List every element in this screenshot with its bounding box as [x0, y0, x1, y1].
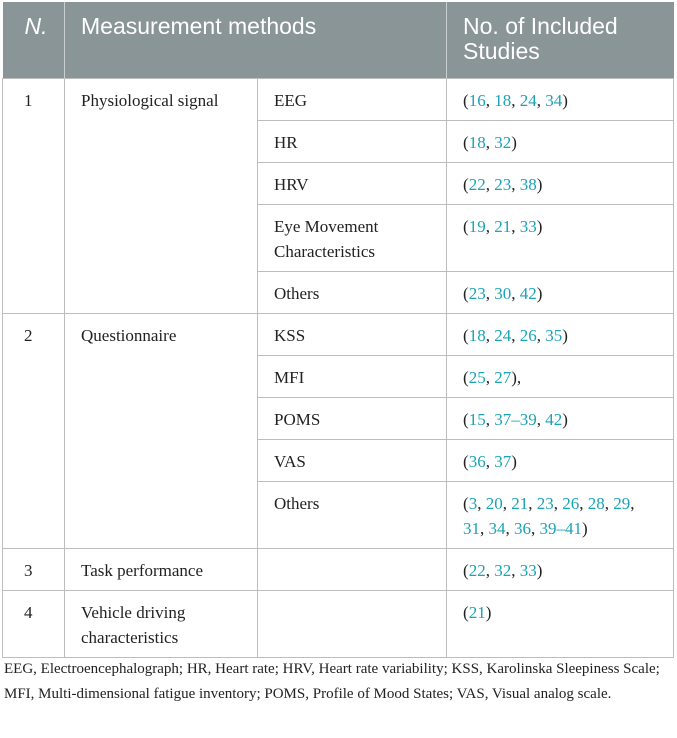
measurement-submethod-cell: Eye Movement Characteristics — [258, 204, 447, 271]
table-row — [3, 78, 674, 120]
measurement-methods-table-container — [2, 2, 673, 658]
reference-punctuation: ( — [463, 325, 469, 345]
reference-punctuation: ( — [463, 602, 469, 622]
measurement-submethod-cell: POMS — [258, 397, 447, 439]
reference-punctuation: ) — [511, 451, 517, 471]
reference-link[interactable]: 24 — [519, 90, 537, 110]
measurement-submethod-cell: MFI — [258, 355, 447, 397]
reference-punctuation: ( — [463, 283, 469, 303]
reference-punctuation: ( — [463, 493, 469, 513]
table-row — [3, 481, 674, 548]
table-row — [3, 439, 674, 481]
reference-link[interactable]: 24 — [494, 325, 512, 345]
reference-punctuation: , — [485, 174, 495, 194]
included-studies-cell — [447, 481, 674, 548]
measurement-category-cell — [65, 397, 258, 439]
reference-link[interactable]: 15 — [468, 409, 486, 429]
row-number-cell — [3, 355, 65, 397]
reference-link[interactable]: 42 — [545, 409, 563, 429]
reference-link[interactable]: 36 — [514, 518, 532, 538]
included-studies-cell — [447, 162, 674, 204]
reference-punctuation: , — [511, 560, 520, 580]
included-studies-cell — [447, 271, 674, 313]
reference-punctuation: ) — [536, 216, 543, 236]
reference-punctuation: , — [536, 90, 546, 110]
reference-punctuation: , — [511, 216, 520, 236]
included-studies-cell — [447, 548, 674, 590]
reference-punctuation: , — [511, 325, 520, 345]
reference-punctuation: , — [604, 493, 614, 513]
measurement-methods-table — [2, 2, 674, 658]
reference-punctuation: , — [528, 493, 537, 513]
included-studies-cell — [447, 204, 674, 271]
header-row — [3, 2, 674, 78]
reference-link[interactable]: 34 — [545, 90, 563, 110]
reference-link[interactable]: 21 — [511, 493, 529, 513]
row-number-cell: 1 — [3, 78, 65, 120]
row-number-cell — [3, 162, 65, 204]
measurement-category-cell: Physiological signal — [65, 78, 258, 120]
reference-link[interactable]: 33 — [519, 560, 537, 580]
table-body — [3, 78, 674, 657]
row-number-cell — [3, 481, 65, 548]
measurement-submethod-cell — [258, 548, 447, 590]
table-row — [3, 397, 674, 439]
row-number-cell — [3, 204, 65, 271]
reference-link[interactable]: 23 — [536, 493, 554, 513]
reference-punctuation: , — [579, 493, 588, 513]
reference-punctuation: , — [485, 90, 495, 110]
reference-link[interactable]: 23 — [494, 174, 512, 194]
measurement-category-cell — [65, 120, 258, 162]
reference-punctuation: ) — [511, 132, 517, 152]
measurement-category-cell — [65, 271, 258, 313]
table-row — [3, 590, 674, 657]
reference-punctuation: , — [553, 493, 563, 513]
row-number-cell — [3, 397, 65, 439]
reference-punctuation: ) — [536, 174, 543, 194]
table-row — [3, 548, 674, 590]
reference-punctuation: ) — [582, 518, 588, 538]
reference-punctuation: ( — [463, 216, 469, 236]
reference-link[interactable]: 38 — [519, 174, 537, 194]
table-header — [3, 2, 674, 78]
reference-link[interactable]: 20 — [485, 493, 503, 513]
reference-link[interactable]: 27 — [494, 367, 512, 387]
reference-punctuation: ( — [463, 560, 469, 580]
reference-punctuation: , — [536, 325, 546, 345]
reference-link[interactable]: 32 — [494, 560, 512, 580]
reference-punctuation: , — [630, 493, 635, 513]
reference-punctuation: ) — [562, 325, 568, 345]
row-number-cell: 3 — [3, 548, 65, 590]
reference-punctuation: , — [511, 283, 520, 303]
reference-link[interactable]: 16 — [468, 90, 486, 110]
reference-punctuation: , — [485, 560, 495, 580]
reference-punctuation: , — [477, 493, 486, 513]
reference-link[interactable]: 21 — [468, 602, 486, 622]
reference-link[interactable]: 33 — [519, 216, 537, 236]
reference-link[interactable]: 22 — [468, 174, 486, 194]
row-number-cell — [3, 271, 65, 313]
reference-link[interactable]: 35 — [545, 325, 563, 345]
reference-link[interactable]: 26 — [519, 325, 537, 345]
reference-punctuation: , — [531, 518, 540, 538]
row-number-cell — [3, 120, 65, 162]
reference-link[interactable]: 28 — [587, 493, 605, 513]
reference-link[interactable]: 23 — [468, 283, 486, 303]
reference-link[interactable]: 18 — [468, 325, 486, 345]
reference-link[interactable]: 18 — [468, 132, 486, 152]
included-studies-cell — [447, 397, 674, 439]
included-studies-cell — [447, 120, 674, 162]
reference-punctuation: ( — [463, 451, 469, 471]
measurement-category-cell: Vehicle driving characteristics — [65, 590, 258, 657]
reference-link[interactable]: 18 — [494, 90, 512, 110]
reference-punctuation: , — [511, 174, 520, 194]
reference-punctuation: , — [485, 283, 495, 303]
included-studies-cell — [447, 590, 674, 657]
measurement-submethod-cell: Others — [258, 481, 447, 548]
measurement-category-cell — [65, 355, 258, 397]
measurement-submethod-cell — [258, 590, 447, 657]
reference-link[interactable]: 3 — [468, 493, 478, 513]
reference-punctuation: ) — [562, 409, 568, 429]
reference-punctuation: , — [485, 132, 495, 152]
reference-link[interactable]: 25 — [468, 367, 486, 387]
reference-punctuation: ( — [463, 132, 469, 152]
measurement-category-cell: Questionnaire — [65, 313, 258, 355]
reference-punctuation: , — [485, 325, 495, 345]
reference-link[interactable]: 29 — [613, 493, 631, 513]
reference-punctuation: , — [485, 367, 495, 387]
measurement-category-cell — [65, 481, 258, 548]
reference-punctuation: , — [485, 216, 495, 236]
reference-link[interactable]: 37–39 — [494, 409, 537, 429]
reference-punctuation: ) — [485, 602, 492, 622]
reference-punctuation: , — [502, 493, 512, 513]
reference-link[interactable]: 36 — [468, 451, 486, 471]
measurement-submethod-cell: HR — [258, 120, 447, 162]
reference-link[interactable]: 22 — [468, 560, 486, 580]
reference-link[interactable]: 37 — [494, 451, 512, 471]
reference-punctuation: ( — [463, 90, 469, 110]
reference-link[interactable]: 21 — [494, 216, 512, 236]
reference-link[interactable]: 19 — [468, 216, 486, 236]
reference-link[interactable]: 31 — [463, 518, 481, 538]
included-studies-cell — [447, 78, 674, 120]
table-row — [3, 313, 674, 355]
reference-punctuation: ( — [463, 409, 469, 429]
table-row — [3, 162, 674, 204]
reference-punctuation: ) — [562, 90, 568, 110]
header-measurement-methods: Measurement methods — [65, 2, 447, 78]
reference-link[interactable]: 26 — [562, 493, 580, 513]
table-row — [3, 204, 674, 271]
header-number: N. — [24, 13, 48, 39]
measurement-submethod-cell: KSS — [258, 313, 447, 355]
measurement-category-cell — [65, 162, 258, 204]
table-row — [3, 355, 674, 397]
reference-punctuation: ) — [536, 283, 543, 303]
reference-link[interactable]: 39–41 — [539, 518, 583, 538]
header-included-studies: No. of Included Studies — [447, 2, 674, 78]
included-studies-cell — [447, 439, 674, 481]
included-studies-cell — [447, 313, 674, 355]
measurement-category-cell — [65, 204, 258, 271]
reference-punctuation: , — [480, 518, 489, 538]
reference-punctuation: , — [485, 451, 495, 471]
reference-punctuation: , — [485, 409, 495, 429]
row-number-cell: 4 — [3, 590, 65, 657]
measurement-category-cell — [65, 439, 258, 481]
reference-punctuation: , — [536, 409, 546, 429]
reference-link[interactable]: 42 — [519, 283, 537, 303]
measurement-submethod-cell: Others — [258, 271, 447, 313]
reference-punctuation: ), — [511, 367, 522, 387]
measurement-submethod-cell: HRV — [258, 162, 447, 204]
table-row — [3, 120, 674, 162]
row-number-cell — [3, 439, 65, 481]
reference-punctuation: ( — [463, 367, 469, 387]
table-row — [3, 271, 674, 313]
reference-punctuation: ) — [536, 560, 543, 580]
reference-link[interactable]: 34 — [488, 518, 506, 538]
table-footnote: EEG, Electroencephalograph; HR, Heart rate; HRV, Heart rate variability; KSS, Karolinska Sleepiness Scale; MFI, Multi-dimensional fatigue inventory; POMS, Profile of Mood States; VAS, Visual analog scale. — [4, 661, 660, 702]
row-number-cell: 2 — [3, 313, 65, 355]
reference-link[interactable]: 32 — [494, 132, 512, 152]
reference-punctuation: ( — [463, 174, 469, 194]
included-studies-cell — [447, 355, 674, 397]
measurement-submethod-cell: VAS — [258, 439, 447, 481]
reference-link[interactable]: 30 — [494, 283, 512, 303]
measurement-submethod-cell: EEG — [258, 78, 447, 120]
reference-punctuation: , — [505, 518, 515, 538]
reference-punctuation: , — [511, 90, 520, 110]
measurement-category-cell: Task performance — [65, 548, 258, 590]
